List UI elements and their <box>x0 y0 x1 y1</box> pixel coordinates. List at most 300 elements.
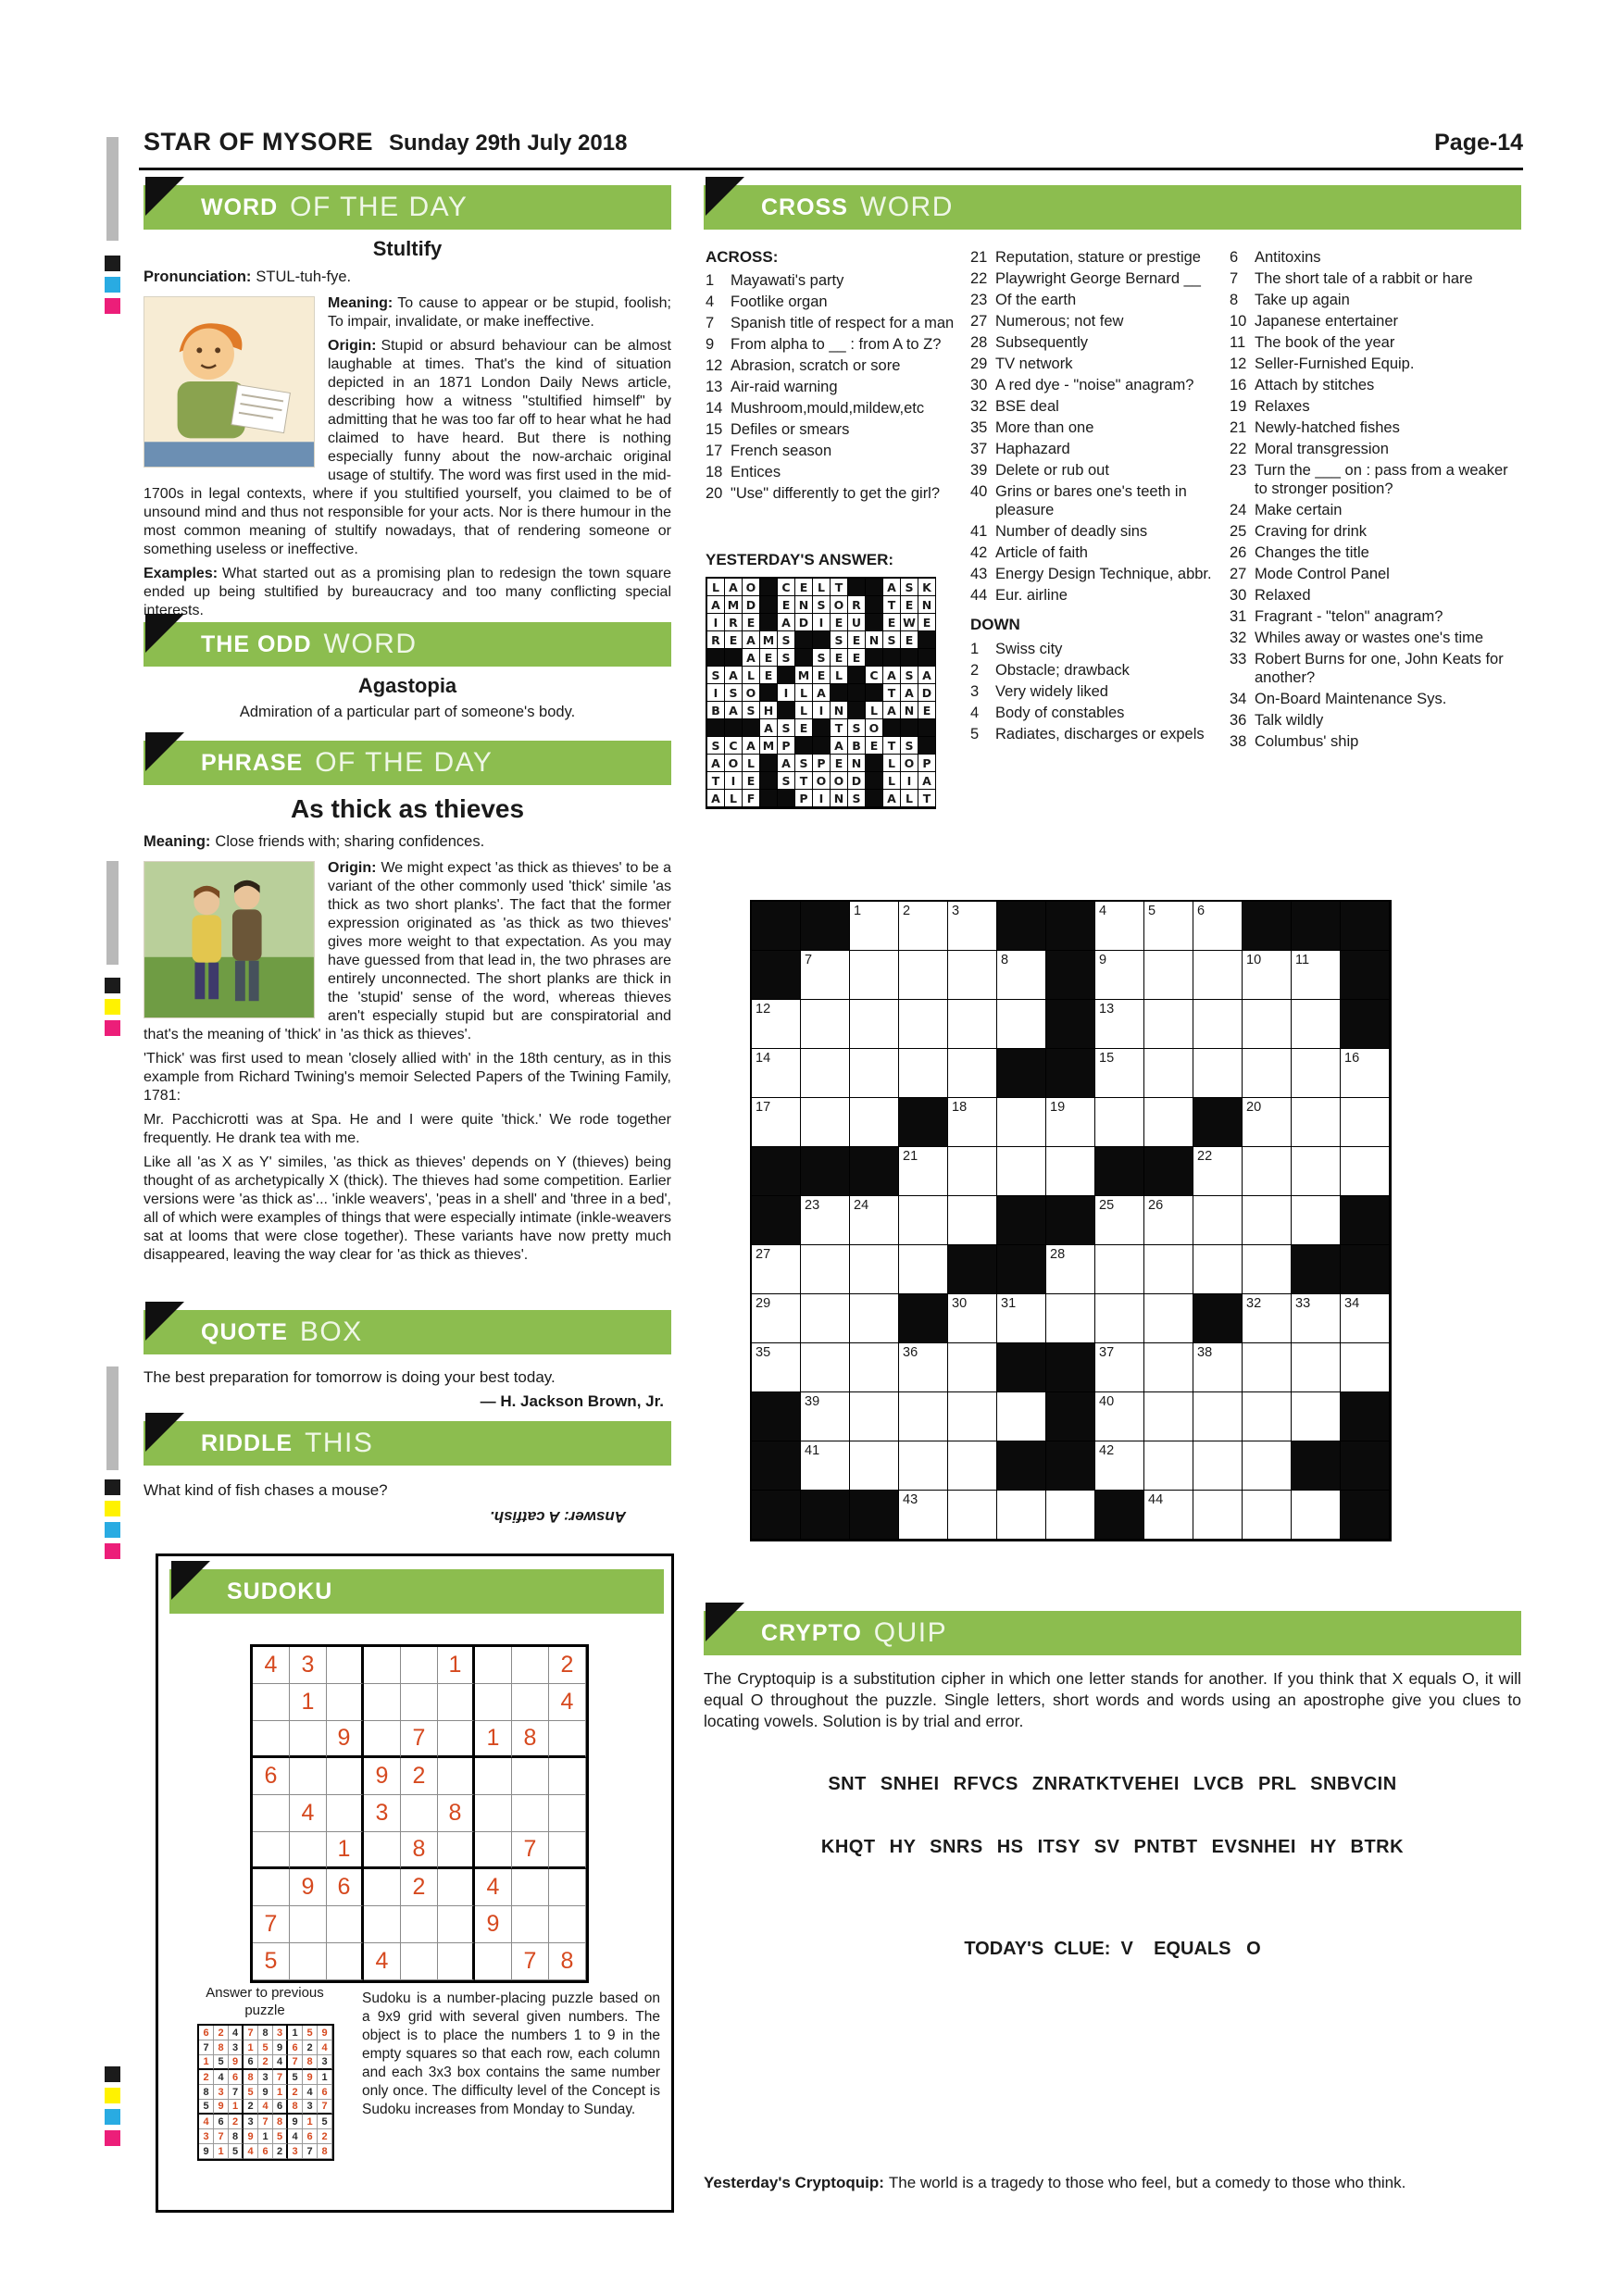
crossword-cell[interactable] <box>1243 1049 1292 1098</box>
clue-item <box>1230 355 1523 373</box>
clue-item <box>970 661 1222 680</box>
crossword-cell[interactable] <box>948 1098 997 1147</box>
sudoku-cell[interactable] <box>549 1795 586 1832</box>
riddle-answer: Answer: A catfish. <box>489 1508 627 1526</box>
crossword-cell-number: 23 <box>805 1198 820 1213</box>
crossword-cell[interactable] <box>1046 1294 1095 1343</box>
sudoku-cell[interactable] <box>327 1684 364 1721</box>
clue-text: Columbus' ship <box>1255 733 1359 750</box>
sudoku-answer-cell: 9 <box>199 2144 214 2159</box>
crossword-cell-number: 25 <box>1099 1198 1115 1213</box>
sudoku-cell[interactable] <box>327 1943 364 1980</box>
phrase-paragraph-3: Mr. Pacchicrotti was at Spa. He and I were quite 'thick.' We rode together frequently. He drank tea with me. <box>144 1112 671 1146</box>
sudoku-cell[interactable] <box>290 1758 327 1795</box>
sudoku-cell[interactable] <box>512 1647 549 1684</box>
sudoku-cell[interactable] <box>475 1943 512 1980</box>
crossword-cell[interactable] <box>752 1245 801 1294</box>
clue-number: 27 <box>1230 566 1247 582</box>
crossword-cell[interactable] <box>1193 1343 1243 1392</box>
sudoku-answer-cell: 6 <box>214 2115 229 2129</box>
origin-text: Stupid or absurd behaviour can be almost laughable at times. That's the kind of situation depicted in an 1871 London Daily News article, describing how a witness "stultified himself" by admitting that he was too far off to hear what he had claimed to have heard. But there is nothing especially funny about the now-archaic original usage of stultify. The word was first used in the mid-1700s in legal contexts, where if you stultified yourself, you claimed to be of unsound mind and thus not responsible for your acts. Nor is there humour in the most common meaning of stultify nowadays, that of rendering someone or something useless or ineffective. <box>144 338 671 557</box>
crossword-cell[interactable] <box>1193 1147 1243 1196</box>
crossword-cell[interactable] <box>801 1098 850 1147</box>
crossword-cell[interactable] <box>1144 1098 1193 1147</box>
crossword-cell[interactable] <box>948 1294 997 1343</box>
crossword-cell[interactable] <box>1341 1147 1390 1196</box>
sudoku-cell[interactable] <box>475 1684 512 1721</box>
phrase-paragraph-4: Like all 'as X as Y' similes, 'as thick as thieves' depends on Y (thieves) being thought of as archetypically X (thick). The thieves had some competition. Earlier versions were 'as thick as'... 'inkle weavers', 'peas in a shell' and 'three in a bed', all of which were examples of things that were especially intimate (inkle-weavers sat at looms that were close together). These variants have now pretty much disappeared, leaving the way clear for 'as thick as thieves'. <box>144 1154 671 1263</box>
answer-letter-cell: S <box>831 631 848 649</box>
registration-mark <box>105 2109 120 2125</box>
answer-letter-cell: H <box>760 702 778 719</box>
sudoku-cell[interactable] <box>438 1906 475 1943</box>
sudoku-header-bold: SUDOKU <box>227 1578 333 1604</box>
sudoku-cell[interactable] <box>438 1721 475 1758</box>
crossword-cell[interactable] <box>1292 951 1341 1000</box>
clue-number: 32 <box>970 398 988 415</box>
crossword-cell[interactable] <box>1341 1098 1390 1147</box>
sudoku-cell[interactable] <box>401 1684 438 1721</box>
crossword-cell[interactable] <box>1193 1491 1243 1540</box>
crossword-cell[interactable] <box>1193 902 1243 951</box>
sudoku-cell[interactable] <box>438 1943 475 1980</box>
crossword-cell[interactable] <box>899 902 948 951</box>
crossword-cell[interactable] <box>1144 1392 1193 1441</box>
crossword-cell-number: 26 <box>1148 1198 1164 1213</box>
crossword-cell-number: 3 <box>952 904 960 918</box>
crossword-cell[interactable] <box>948 1000 997 1049</box>
crossword-cell[interactable] <box>850 1294 899 1343</box>
crossword-cell[interactable] <box>1243 1147 1292 1196</box>
crossword-cell[interactable] <box>1243 1343 1292 1392</box>
clue-text: Take up again <box>1255 292 1350 308</box>
sudoku-cell[interactable] <box>327 1758 364 1795</box>
crossword-cell[interactable] <box>899 1491 948 1540</box>
crossword-black-cell <box>997 1196 1046 1245</box>
sudoku-cell: 4 <box>253 1647 290 1684</box>
clue-item <box>970 248 1222 267</box>
clue-number: 14 <box>706 400 723 417</box>
sudoku-cell[interactable] <box>253 1832 290 1869</box>
crossword-cell[interactable] <box>1046 1147 1095 1196</box>
sudoku-cell[interactable] <box>401 1647 438 1684</box>
crossword-cell[interactable] <box>948 1196 997 1245</box>
crossword-cell[interactable] <box>899 1196 948 1245</box>
crossword-cell-number: 10 <box>1246 953 1262 967</box>
sudoku-cell[interactable] <box>364 1721 401 1758</box>
crossword-cell[interactable] <box>1292 1491 1341 1540</box>
crossword-black-cell <box>1243 902 1292 951</box>
crossword-cell[interactable] <box>997 1147 1046 1196</box>
sudoku-cell[interactable] <box>253 1869 290 1906</box>
crossword-cell[interactable] <box>1193 1392 1243 1441</box>
crossword-cell[interactable] <box>850 1098 899 1147</box>
clue-number: 15 <box>706 421 723 438</box>
clue-text: TV network <box>995 356 1073 372</box>
crossword-cell[interactable] <box>850 1000 899 1049</box>
clue-text: Newly-hatched fishes <box>1255 419 1400 436</box>
clue-text: Defiles or smears <box>731 421 850 438</box>
clue-item <box>1230 543 1523 562</box>
corner-triangle-icon <box>145 177 184 216</box>
answer-black-cell <box>918 737 936 755</box>
phrase-title: As thick as thieves <box>290 794 525 823</box>
crossword-cell[interactable] <box>1341 1049 1390 1098</box>
crossword-cell[interactable] <box>899 1049 948 1098</box>
sudoku-cell[interactable] <box>549 1906 586 1943</box>
crossword-cell[interactable] <box>801 1392 850 1441</box>
crossword-cell[interactable] <box>850 1245 899 1294</box>
crossword-cell[interactable] <box>1095 1245 1144 1294</box>
sudoku-answer-cell: 2 <box>303 2040 318 2055</box>
crossword-cell[interactable] <box>1193 1049 1243 1098</box>
sudoku-answer-cell: 3 <box>244 2115 258 2129</box>
crossword-cell[interactable] <box>1341 1343 1390 1392</box>
crossword-cell[interactable] <box>1095 1343 1144 1392</box>
clue-text: Swiss city <box>995 641 1063 657</box>
crossword-cell[interactable] <box>948 1392 997 1441</box>
crossword-cell[interactable] <box>1292 1000 1341 1049</box>
sudoku-answer-cell: 7 <box>214 2129 229 2144</box>
sudoku-answer-cell: 3 <box>229 2040 244 2055</box>
answer-letter-cell: A <box>707 755 725 772</box>
crossword-cell[interactable] <box>1095 1000 1144 1049</box>
crossword-cell[interactable] <box>1095 1049 1144 1098</box>
crossword-cell[interactable] <box>899 951 948 1000</box>
crossword-cell-number: 27 <box>756 1247 771 1262</box>
sudoku-cell[interactable] <box>438 1832 475 1869</box>
crossword-cell[interactable] <box>1095 902 1144 951</box>
answer-letter-cell: S <box>795 755 813 772</box>
crossword-cell[interactable] <box>1243 1245 1292 1294</box>
answer-letter-cell: N <box>795 596 813 614</box>
crossword-cell[interactable] <box>1292 1098 1341 1147</box>
crossword-cell[interactable] <box>801 1441 850 1491</box>
sudoku-cell[interactable] <box>438 1869 475 1906</box>
sudoku-cell[interactable] <box>364 1684 401 1721</box>
answer-black-cell <box>813 631 831 649</box>
crossword-cell[interactable] <box>1193 951 1243 1000</box>
sudoku-cell[interactable] <box>364 1906 401 1943</box>
sudoku-cell[interactable] <box>364 1647 401 1684</box>
crossword-cell[interactable] <box>1144 1049 1193 1098</box>
sudoku-cell[interactable] <box>327 1795 364 1832</box>
crossword-cell[interactable] <box>801 1343 850 1392</box>
sudoku-cell[interactable] <box>364 1832 401 1869</box>
crossword-cell[interactable] <box>1095 1392 1144 1441</box>
sudoku-cell[interactable] <box>475 1647 512 1684</box>
clue-item <box>706 293 965 311</box>
riddle-header <box>144 1421 671 1466</box>
sudoku-cell[interactable] <box>549 1758 586 1795</box>
sudoku-cell[interactable] <box>512 1795 549 1832</box>
clue-number: 27 <box>970 313 988 330</box>
sudoku-cell[interactable] <box>512 1906 549 1943</box>
sudoku-cell[interactable] <box>549 1869 586 1906</box>
crossword-cell[interactable] <box>801 1245 850 1294</box>
crossword-cell[interactable] <box>850 951 899 1000</box>
registration-mark <box>105 2066 120 2082</box>
crossword-cell[interactable] <box>899 1147 948 1196</box>
sudoku-cell[interactable] <box>290 1832 327 1869</box>
crossword-cell[interactable] <box>1243 1196 1292 1245</box>
crossword-cell[interactable] <box>948 1491 997 1540</box>
crossword-cell[interactable] <box>1193 1196 1243 1245</box>
sudoku-answer-cell: 5 <box>288 2070 303 2085</box>
crossword-cell[interactable] <box>997 1294 1046 1343</box>
answer-black-cell <box>848 702 866 719</box>
crossword-cell[interactable] <box>948 1147 997 1196</box>
cryptoquip-yesterday-text: The world is a tragedy to those who feel, but a comedy to those who think. <box>888 2174 1406 2191</box>
crossword-cell-number: 5 <box>1148 904 1156 918</box>
clue-number: 42 <box>970 544 988 561</box>
sudoku-cell[interactable] <box>438 1684 475 1721</box>
clue-number: 10 <box>1230 313 1247 330</box>
crossword-cell[interactable] <box>850 1049 899 1098</box>
answer-letter-cell: S <box>778 631 795 649</box>
answer-black-cell <box>795 631 813 649</box>
sudoku-cell[interactable] <box>438 1758 475 1795</box>
sudoku-answer-cell: 7 <box>199 2040 214 2055</box>
clue-number: 39 <box>970 462 988 479</box>
sudoku-cell[interactable] <box>327 1647 364 1684</box>
sudoku-answer-cell: 4 <box>229 2026 244 2040</box>
crossword-cell[interactable] <box>801 1294 850 1343</box>
crossword-cell[interactable] <box>899 1000 948 1049</box>
clue-item <box>970 565 1222 583</box>
down-clues-6-38 <box>1230 248 1523 751</box>
crossword-cell[interactable] <box>1046 1245 1095 1294</box>
crossword-cell[interactable] <box>752 1000 801 1049</box>
sudoku-cell[interactable] <box>401 1906 438 1943</box>
crossword-cell[interactable] <box>1292 1294 1341 1343</box>
sudoku-cell[interactable] <box>512 1684 549 1721</box>
crossword-cell[interactable] <box>850 1196 899 1245</box>
sudoku-answer-cell: 9 <box>318 2026 332 2040</box>
sudoku-cell: 4 <box>549 1684 586 1721</box>
clue-number: 4 <box>970 705 980 721</box>
crossword-grid <box>750 900 1392 1541</box>
crossword-cell-number: 24 <box>854 1198 869 1213</box>
crossword-cell-number: 42 <box>1099 1443 1115 1458</box>
crossword-cell[interactable] <box>997 1098 1046 1147</box>
crossword-cell[interactable] <box>948 1049 997 1098</box>
sudoku-cell[interactable] <box>475 1832 512 1869</box>
sudoku-cell[interactable] <box>253 1795 290 1832</box>
crossword-black-cell <box>1341 1441 1390 1491</box>
crossword-cell[interactable] <box>948 951 997 1000</box>
crossword-cell[interactable] <box>1243 1000 1292 1049</box>
answer-black-cell <box>778 790 795 807</box>
crossword-cell-number: 1 <box>854 904 862 918</box>
sudoku-cell[interactable] <box>401 1943 438 1980</box>
crossword-cell[interactable] <box>1243 1392 1292 1441</box>
clue-item <box>970 522 1222 541</box>
crossword-cell[interactable] <box>997 1491 1046 1540</box>
answer-letter-cell: C <box>725 737 743 755</box>
sudoku-cell[interactable] <box>549 1832 586 1869</box>
answer-black-cell <box>848 684 866 702</box>
crossword-cell[interactable] <box>997 951 1046 1000</box>
crossword-black-cell <box>752 1147 801 1196</box>
crossword-cell[interactable] <box>1144 1000 1193 1049</box>
crossword-black-cell <box>899 1294 948 1343</box>
sudoku-cell[interactable] <box>290 1943 327 1980</box>
crossword-cell[interactable] <box>1095 1294 1144 1343</box>
sudoku-cell: 8 <box>549 1943 586 1980</box>
sudoku-cell[interactable] <box>253 1721 290 1758</box>
crossword-cell[interactable] <box>801 951 850 1000</box>
sudoku-grid <box>250 1644 589 1983</box>
crossword-cell[interactable] <box>1095 1441 1144 1491</box>
crossword-cell[interactable] <box>1292 1392 1341 1441</box>
odd-word-header <box>144 622 671 667</box>
answer-letter-cell: S <box>813 649 831 667</box>
clue-item <box>706 356 965 375</box>
clue-number: 6 <box>1230 249 1239 266</box>
crossword-cell[interactable] <box>948 1343 997 1392</box>
sudoku-cell[interactable] <box>475 1758 512 1795</box>
crossword-cell[interactable] <box>1144 1196 1193 1245</box>
crossword-cell[interactable] <box>899 1245 948 1294</box>
crossword-cell[interactable] <box>752 1294 801 1343</box>
crossword-cell[interactable] <box>1193 1000 1243 1049</box>
clue-text: Mayawati's party <box>731 272 844 289</box>
sudoku-cell[interactable] <box>475 1795 512 1832</box>
clue-text: Robert Burns for one, John Keats for another? <box>1255 651 1504 686</box>
clue-text: Grins or bares one's teeth in pleasure <box>995 483 1187 518</box>
sudoku-cell[interactable] <box>549 1721 586 1758</box>
crossword-cell[interactable] <box>899 1343 948 1392</box>
crossword-cell[interactable] <box>948 902 997 951</box>
crossword-cell[interactable] <box>850 1343 899 1392</box>
answer-letter-cell: A <box>883 667 901 684</box>
crossword-black-cell <box>1341 1392 1390 1441</box>
crossword-cell-number: 33 <box>1295 1296 1311 1311</box>
sudoku-section <box>156 1554 674 2213</box>
crossword-cell[interactable] <box>1243 951 1292 1000</box>
crossword-cell[interactable] <box>1144 1245 1193 1294</box>
sudoku-cell[interactable] <box>512 1758 549 1795</box>
sudoku-cell[interactable] <box>327 1906 364 1943</box>
sudoku-cell[interactable] <box>512 1869 549 1906</box>
crossword-black-cell <box>997 1441 1046 1491</box>
crossword-cell[interactable] <box>1292 1049 1341 1098</box>
crossword-cell[interactable] <box>1193 1245 1243 1294</box>
crossword-cell[interactable] <box>1243 1294 1292 1343</box>
crossword-cell[interactable] <box>1193 1441 1243 1491</box>
answer-letter-cell: F <box>743 790 760 807</box>
sudoku-cell[interactable] <box>364 1869 401 1906</box>
crossword-cell[interactable] <box>1095 951 1144 1000</box>
header-rule <box>139 168 1523 170</box>
crossword-cell[interactable] <box>997 1392 1046 1441</box>
answer-black-cell <box>760 684 778 702</box>
crossword-cell[interactable] <box>1292 1343 1341 1392</box>
crossword-cell[interactable] <box>1144 902 1193 951</box>
sudoku-answer-cell: 9 <box>288 2115 303 2129</box>
sudoku-cell: 9 <box>290 1869 327 1906</box>
crossword-cell[interactable] <box>1144 1441 1193 1491</box>
answer-letter-cell: A <box>743 631 760 649</box>
crossword-cell[interactable] <box>1292 1196 1341 1245</box>
answer-black-cell <box>707 649 725 667</box>
crossword-cell[interactable] <box>1243 1491 1292 1540</box>
page-number: Page-14 <box>1434 130 1523 156</box>
clue-number: 32 <box>1230 630 1247 646</box>
clue-text: Talk wildly <box>1255 712 1324 729</box>
yesterdays-answer-grid <box>706 577 936 809</box>
sudoku-answer-cell: 5 <box>229 2144 244 2159</box>
cryptoquip-header-bold: CRYPTO <box>761 1619 862 1646</box>
crossword-cell[interactable] <box>1144 1491 1193 1540</box>
crossword-cell[interactable] <box>1046 1491 1095 1540</box>
sudoku-cell[interactable] <box>290 1906 327 1943</box>
sudoku-cell[interactable] <box>290 1721 327 1758</box>
clue-text: The book of the year <box>1255 334 1395 351</box>
sudoku-answer-cell: 9 <box>273 2040 288 2055</box>
crossword-cell[interactable] <box>997 1000 1046 1049</box>
crossword-cell[interactable] <box>752 1049 801 1098</box>
answer-letter-cell: A <box>901 684 918 702</box>
sudoku-answer-cell: 1 <box>229 2100 244 2115</box>
crossword-cell[interactable] <box>1341 1294 1390 1343</box>
answer-letter-cell: S <box>707 737 725 755</box>
across-label: ACROSS: <box>706 248 779 266</box>
crossword-cell-number: 35 <box>756 1345 771 1360</box>
crossword-cell[interactable] <box>1144 1343 1193 1392</box>
crossword-cell[interactable] <box>801 1196 850 1245</box>
crossword-cell[interactable] <box>850 1392 899 1441</box>
crossword-cell[interactable] <box>1144 951 1193 1000</box>
crossword-cell[interactable] <box>1243 1098 1292 1147</box>
corner-triangle-icon <box>145 1302 184 1341</box>
crossword-cell[interactable] <box>899 1392 948 1441</box>
crossword-cell-number: 30 <box>952 1296 968 1311</box>
crossword-cell[interactable] <box>850 1441 899 1491</box>
crossword-cell[interactable] <box>1095 1098 1144 1147</box>
crossword-cell[interactable] <box>1144 1294 1193 1343</box>
sudoku-answer-cell: 9 <box>303 2070 318 2085</box>
crossword-black-cell <box>1046 1000 1095 1049</box>
crossword-cell[interactable] <box>850 902 899 951</box>
crossword-black-cell <box>997 902 1046 951</box>
sudoku-cell: 7 <box>401 1721 438 1758</box>
crossword-cell[interactable] <box>1095 1196 1144 1245</box>
crossword-cell[interactable] <box>752 1343 801 1392</box>
riddle-answer-wrap <box>444 1507 671 1526</box>
answer-black-cell <box>866 596 883 614</box>
crossword-cell[interactable] <box>899 1441 948 1491</box>
crossword-cell[interactable] <box>801 1000 850 1049</box>
crossword-cell[interactable] <box>1046 1098 1095 1147</box>
crossword-cell[interactable] <box>801 1049 850 1098</box>
crossword-cell[interactable] <box>1243 1441 1292 1491</box>
crossword-cell[interactable] <box>948 1441 997 1491</box>
answer-black-cell <box>760 579 778 596</box>
sudoku-cell[interactable] <box>253 1684 290 1721</box>
clue-item <box>970 397 1222 416</box>
crossword-black-cell <box>1046 951 1095 1000</box>
answer-letter-cell: E <box>778 596 795 614</box>
sudoku-cell[interactable] <box>401 1795 438 1832</box>
crossword-cell[interactable] <box>752 1098 801 1147</box>
crossword-cell[interactable] <box>1292 1147 1341 1196</box>
crossword-cell-number: 15 <box>1099 1051 1115 1066</box>
clue-number: 35 <box>970 419 988 436</box>
clue-item <box>706 271 965 290</box>
clue-text: Antitoxins <box>1255 249 1321 266</box>
